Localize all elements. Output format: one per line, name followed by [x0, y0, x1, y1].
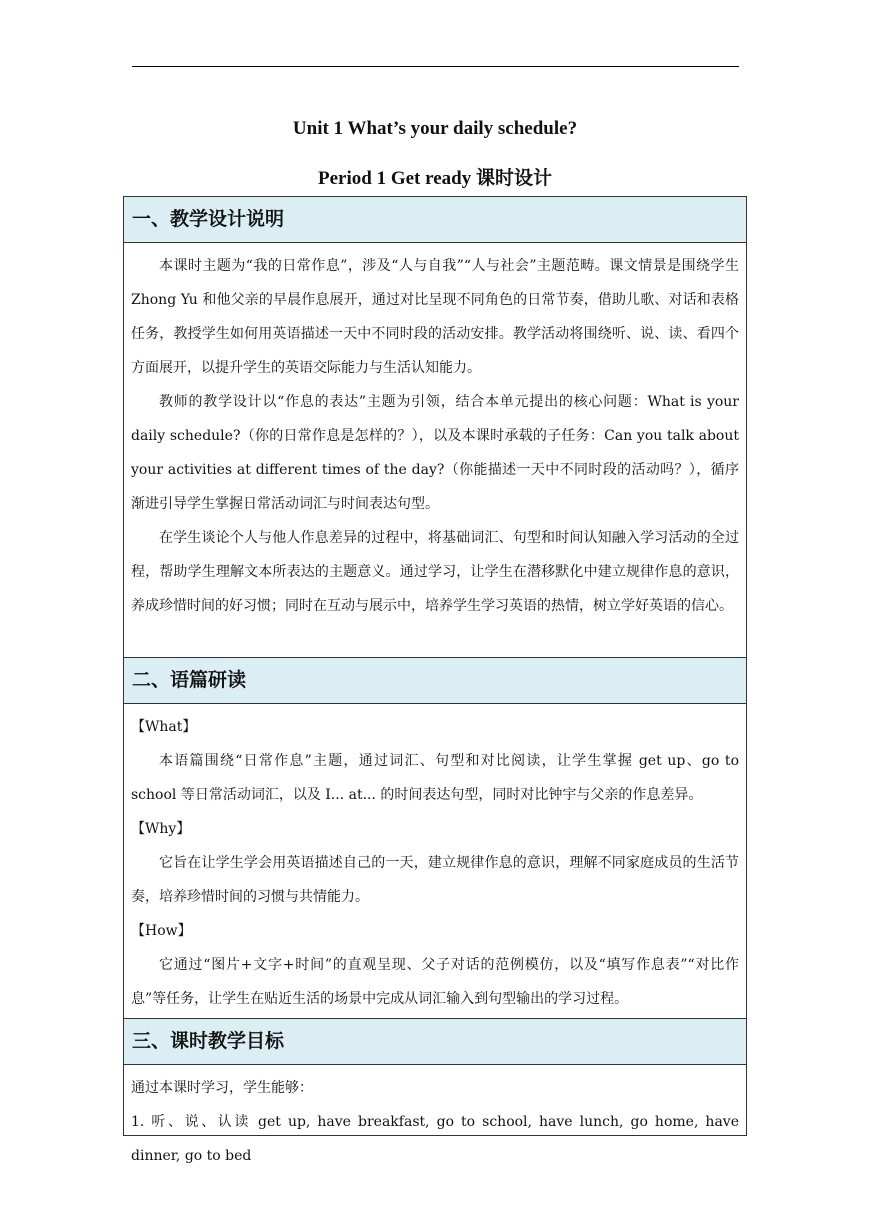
section-body-objectives [124, 1065, 746, 1164]
document-title: Unit 1 What’s your daily schedule? [292, 118, 578, 139]
why-paragraph: 它旨在让学生学会用英语描述自己的一天，建立规律作息的意识，理解不同家庭成员的生活节奏，培养珍惜时间的习惯与共情能力。 [131, 855, 739, 905]
paragraph: 本课时主题为“我的日常作息”，涉及“人与自我”“人与社会”主题范畴。课文情景是围绕学生 Zhong Yu 和他父亲的早晨作息展开，通过对比呈现不同角色的日常节奏，借助儿歌、对话和表格任务，教授学生如何用英语描述一天中不同时段的活动安排。教学活动将围绕听、说、读、看四个方面展开，以提升学生的英语交际能力与生活认知能力。 [131, 258, 739, 376]
header-rule [132, 66, 739, 67]
section-heading-design-notes: 一、教学设计说明 [124, 197, 746, 243]
objectives-intro: 通过本课时学习，学生能够： [131, 1080, 313, 1096]
lesson-design-table [123, 196, 747, 1164]
section-heading-objectives: 三、课时教学目标 [124, 1019, 746, 1065]
why-tag: 【Why】 [131, 821, 191, 837]
paragraph: 教师的教学设计以“作息的表达”主题为引领，结合本单元提出的核心问题：What is your daily schedule?（你的日常作息是怎样的？），以及本课时承载的子任务：Can you talk about your activities at different times of the day?（你能描述一天中不同时段的活动吗？），循序渐进引导学生掌握日常活动词汇与时间表达句型。 [131, 394, 739, 512]
section-body-design-notes [124, 243, 746, 658]
objective-item: 1. 听、说、认读 get up, have breakfast, go to school, have lunch, go home, have dinner, go to bed [131, 1114, 739, 1164]
how-tag: 【How】 [131, 923, 192, 939]
what-tag: 【What】 [131, 719, 197, 735]
section-body-text-study [124, 704, 746, 1019]
how-paragraph: 它通过“图片+文字+时间”的直观呈现、父子对话的范例模仿，以及“填写作息表”“对比作息”等任务，让学生在贴近生活的场景中完成从词汇输入到句型输出的学习过程。 [131, 957, 739, 1007]
document-subtitle: Period 1 Get ready 课时设计 [318, 168, 552, 189]
paragraph: 在学生谈论个人与他人作息差异的过程中，将基础词汇、句型和时间认知融入学习活动的全过程，帮助学生理解文本所表达的主题意义。通过学习，让学生在潜移默化中建立规律作息的意识，养成珍惜时间的好习惯；同时在互动与展示中，培养学生学习英语的热情，树立学好英语的信心。 [131, 530, 739, 614]
section-heading-text-study: 二、语篇研读 [124, 658, 746, 704]
what-paragraph: 本语篇围绕“日常作息”主题，通过词汇、句型和对比阅读，让学生掌握 get up、go to school 等日常活动词汇，以及 I... at... 的时间表达句型，同时对比钟宇与父亲的作息差异。 [131, 753, 739, 803]
